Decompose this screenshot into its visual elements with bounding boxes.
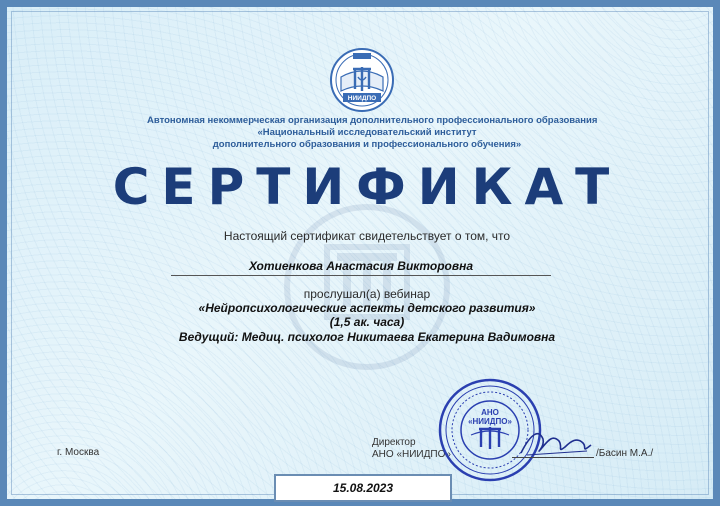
stamp-bottom-text: «НИИДПО» (468, 417, 512, 426)
institute-logo-icon (329, 47, 395, 113)
city: г. Москва (57, 447, 100, 458)
course-title: «Нейропсихологические аспекты детского развития» (198, 301, 536, 315)
course-hours: (1,5 ак. часа) (329, 315, 405, 329)
logo-abbr: НИИДПО (347, 95, 377, 103)
recipient-name: Хотиенкова Анастасия Викторовна (171, 259, 551, 276)
signer-name: /Басин М.А./ (596, 448, 654, 459)
signature-icon (517, 425, 597, 461)
listened-text: прослушал(а) вебинар (303, 287, 431, 301)
signature-line (512, 457, 594, 458)
issue-date: 15.08.2023 (274, 474, 452, 502)
host-line: Ведущий: Медиц. психолог Никитаева Екатерина Вадимовна (178, 330, 556, 344)
org-line-1: Автономная некоммерческая организация дополнительного профессионального образования (147, 115, 598, 126)
director-title: Директор (372, 437, 416, 448)
stamp-top-text: АНО (481, 408, 499, 417)
org-line-3: дополнительного образования и профессионального обучения» (212, 139, 522, 150)
intro-text: Настоящий сертификат свидетельствует о том, что (223, 229, 511, 243)
certificate-title: СЕРТИФИКАТ (112, 158, 622, 216)
organization-name (147, 115, 598, 151)
director-org: АНО «НИИДПО» (372, 449, 451, 460)
org-line-2: «Национальный исследовательский институт (257, 127, 477, 138)
